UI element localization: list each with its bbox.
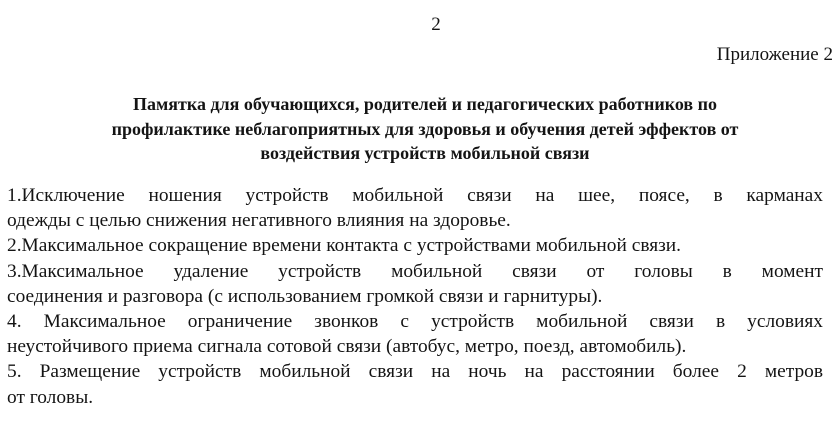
memo-line: от головы.	[7, 386, 94, 408]
page-number: 2	[431, 14, 441, 35]
memo-body	[7, 183, 823, 410]
appendix-label: Приложение 2	[716, 44, 833, 65]
memo-line: 2.Максимальное сокращение времени контакта с устройствами мобильной связи.	[7, 235, 682, 257]
memo-line: 4. Максимальное ограничение звонков с устройств мобильной связи в условиях	[7, 311, 823, 333]
memo-line: одежды с целью снижения негативного влияния на здоровье.	[7, 210, 511, 232]
memo-line: 5. Размещение устройств мобильной связи на ночь на расстоянии более 2 метров	[7, 361, 823, 383]
memo-item-1	[7, 183, 823, 233]
title-line: профилактике неблагоприятных для здоровья и обучения детей эффектов от	[111, 118, 739, 139]
memo-item-2	[7, 233, 823, 258]
memo-title	[30, 92, 820, 166]
memo-item-4	[7, 309, 823, 359]
memo-line: соединения и разговора (с использованием громкой связи и гарнитуры).	[7, 285, 603, 307]
title-line: Памятка для обучающихся, родителей и педагогических работников по	[133, 94, 717, 114]
memo-item-3	[7, 259, 823, 309]
memo-line: 1.Исключение ношения устройств мобильной связи на шее, поясе, в карманах	[7, 185, 823, 206]
memo-line: 3.Максимальное удаление устройств мобильной связи от головы в момент	[7, 260, 823, 282]
title-line: воздействия устройств мобильной связи	[260, 143, 590, 163]
memo-line: неустойчивого приема сигнала сотовой связи (автобус, метро, поезд, автомобиль).	[7, 336, 687, 358]
memo-item-5	[7, 359, 823, 409]
